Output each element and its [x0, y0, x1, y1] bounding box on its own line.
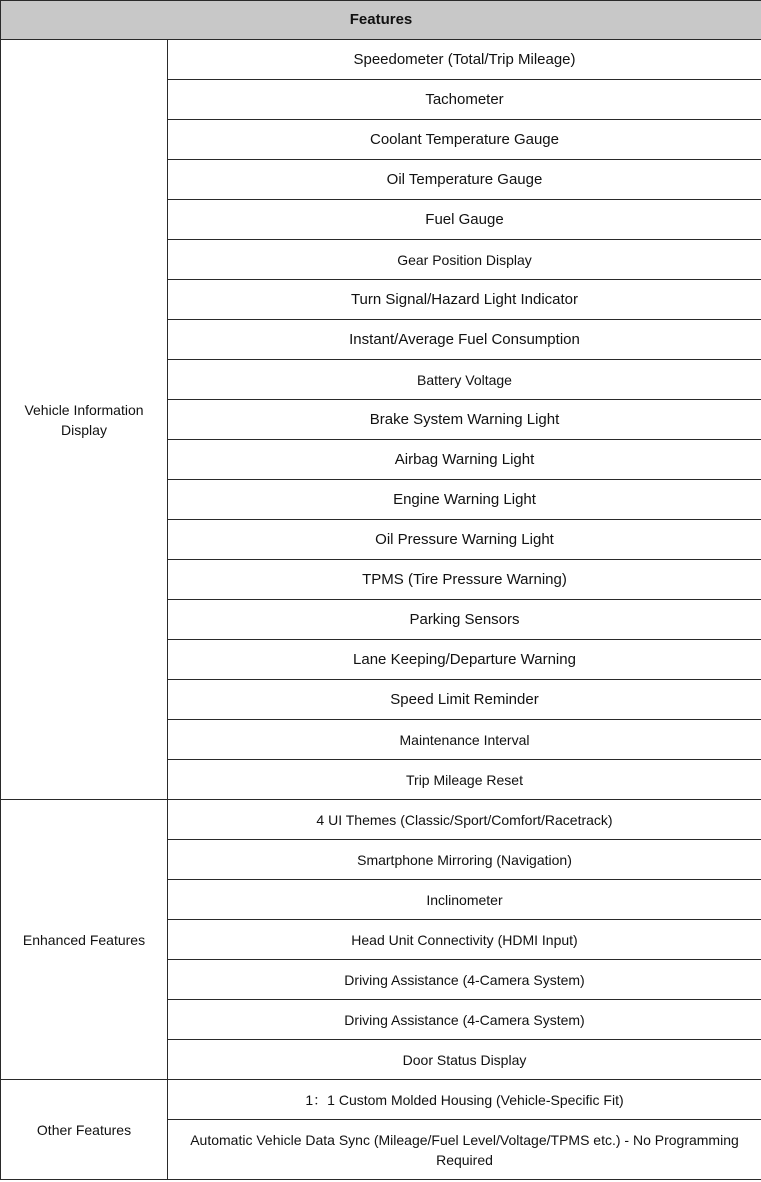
feature-cell: Oil Pressure Warning Light — [168, 520, 761, 560]
feature-cell: Tachometer — [168, 80, 761, 120]
feature-cell: TPMS (Tire Pressure Warning) — [168, 560, 761, 600]
feature-cell: Maintenance Interval — [168, 720, 761, 760]
table-row — [1, 40, 761, 80]
feature-cell: Driving Assistance (4-Camera System) — [168, 960, 761, 1000]
feature-cell: Automatic Vehicle Data Sync (Mileage/Fuel Level/Voltage/TPMS etc.) - No Programming Required — [168, 1120, 761, 1180]
header-row — [1, 1, 761, 40]
feature-cell: Inclinometer — [168, 880, 761, 920]
features-header: Features — [1, 1, 761, 40]
feature-cell: Airbag Warning Light — [168, 440, 761, 480]
feature-cell: Battery Voltage — [168, 360, 761, 400]
feature-cell: Speed Limit Reminder — [168, 680, 761, 720]
feature-cell: Door Status Display — [168, 1040, 761, 1080]
feature-cell: 1：1 Custom Molded Housing (Vehicle-Specific Fit) — [168, 1080, 761, 1120]
feature-cell: Head Unit Connectivity (HDMI Input) — [168, 920, 761, 960]
feature-cell: 4 UI Themes (Classic/Sport/Comfort/Racetrack) — [168, 800, 761, 840]
category-cell: Vehicle Information Display — [1, 40, 168, 800]
feature-cell: Parking Sensors — [168, 600, 761, 640]
feature-cell: Trip Mileage Reset — [168, 760, 761, 800]
feature-cell: Fuel Gauge — [168, 200, 761, 240]
category-cell: Other Features — [1, 1080, 168, 1180]
feature-cell: Turn Signal/Hazard Light Indicator — [168, 280, 761, 320]
feature-cell: Engine Warning Light — [168, 480, 761, 520]
feature-cell: Brake System Warning Light — [168, 400, 761, 440]
feature-cell: Smartphone Mirroring (Navigation) — [168, 840, 761, 880]
features-body — [1, 40, 761, 1180]
feature-cell: Speedometer (Total/Trip Mileage) — [168, 40, 761, 80]
feature-cell: Lane Keeping/Departure Warning — [168, 640, 761, 680]
feature-cell: Oil Temperature Gauge — [168, 160, 761, 200]
category-cell: Enhanced Features — [1, 800, 168, 1080]
table-row — [1, 1080, 761, 1120]
table-row — [1, 800, 761, 840]
feature-cell: Gear Position Display — [168, 240, 761, 280]
feature-cell: Driving Assistance (4-Camera System) — [168, 1000, 761, 1040]
feature-cell: Instant/Average Fuel Consumption — [168, 320, 761, 360]
feature-cell: Coolant Temperature Gauge — [168, 120, 761, 160]
